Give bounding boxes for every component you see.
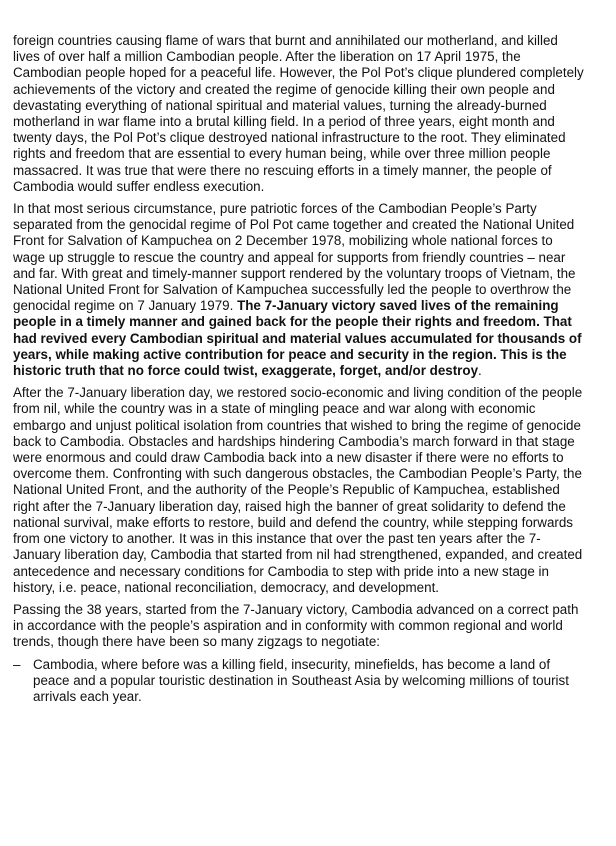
paragraph-2 (13, 201, 587, 379)
bullet-dash: – (13, 656, 21, 672)
achievement-list (13, 657, 587, 706)
paragraph-2-text: In that most serious circumstance, pure patriotic forces of the Cambodian People’s Party separated from the genocidal regime of Pol Pot came together and created the National United Front for Salvation of Kampuchea on 2 December 1978, mobilizing whole national forces to wage up struggle to rescue the country and appeal for supports from friendly countries – near and far. With great and timely-manner support rendered by the voluntary troops of Vietnam, the National United Front for Salvation of Kampuchea successfully led the people to overthrow the genocidal regime on 7 January 1979. (13, 201, 576, 314)
paragraph-3-text: After the 7-January liberation day, we restored socio-economic and living condition of the people from nil, while the country was in a state of mingling peace and war along with economic embargo and unjust political isolation from countries that wished to bring the regime of genocide back to Cambodia. Obstacles and hardships hindering Cambodia’s march forward in that stage were enormous and could draw Cambodia back into a new disaster if there were no efforts to overcome them. Confronting with such dangerous obstacles, the Cambodian People’s Party, the National United Front, and the authority of the People’s Republic of Kampuchea, established right after the 7-January liberation day, raised high the banner of great solidarity to defend the national survival, make efforts to restore, build and defend the country, while stepping forwards from one victory to another. It was in this instance that over the past ten years after the 7-January liberation day, Cambodia that started from nil had strengthened, expanded, and created antecedence and necessary conditions for Cambodia to step with pride into a new stage in history, i.e. peace, national reconciliation, democracy, and development. (13, 385, 583, 595)
document-body (13, 33, 587, 705)
list-item-text: Cambodia, where before was a killing field, insecurity, minefields, has become a land of peace and a popular touristic destination in Southeast Asia by welcoming millions of tourist arrivals each year. (33, 656, 569, 704)
list-item (13, 657, 587, 706)
paragraph-4 (13, 602, 587, 651)
paragraph-2-period: . (478, 363, 482, 379)
paragraph-2-bold-statement: The 7-January victory saved lives of the remaining people in a timely manner and gained back for the people their rights and freedom. That had revived every Cambodian spiritual and material values accumulated for thousands of years, while making active contribution for peace and security in the region. This is the historic truth that no force could twist, exaggerate, forget, and/or destroy (13, 298, 582, 379)
paragraph-1 (13, 33, 587, 195)
paragraph-1-text: foreign countries causing flame of wars that burnt and annihilated our motherland, and killed lives of over half a million Cambodian people. After the liberation on 17 April 1975, the Cambodian people hoped for a peaceful life. However, the Pol Pot’s clique plundered completely achievements of the victory and created the regime of genocide killing their own people and devastating everything of national spiritual and material values, turning the already-burned motherland in war flame into a brutal killing field. In a period of three years, eight month and twenty days, the Pol Pot’s clique destroyed national infrastructure to the root. They eliminated rights and freedom that are essential to every human being, while over three million people massacred. It was true that were there no rescuing efforts in a timely manner, the people of Cambodia would suffer endless execution. (13, 33, 584, 194)
paragraph-3 (13, 385, 587, 596)
paragraph-4-text: Passing the 38 years, started from the 7-January victory, Cambodia advanced on a correct path in accordance with the people’s aspiration and in conformity with common regional and world trends, though there have been so many zigzags to negotiate: (13, 601, 579, 650)
